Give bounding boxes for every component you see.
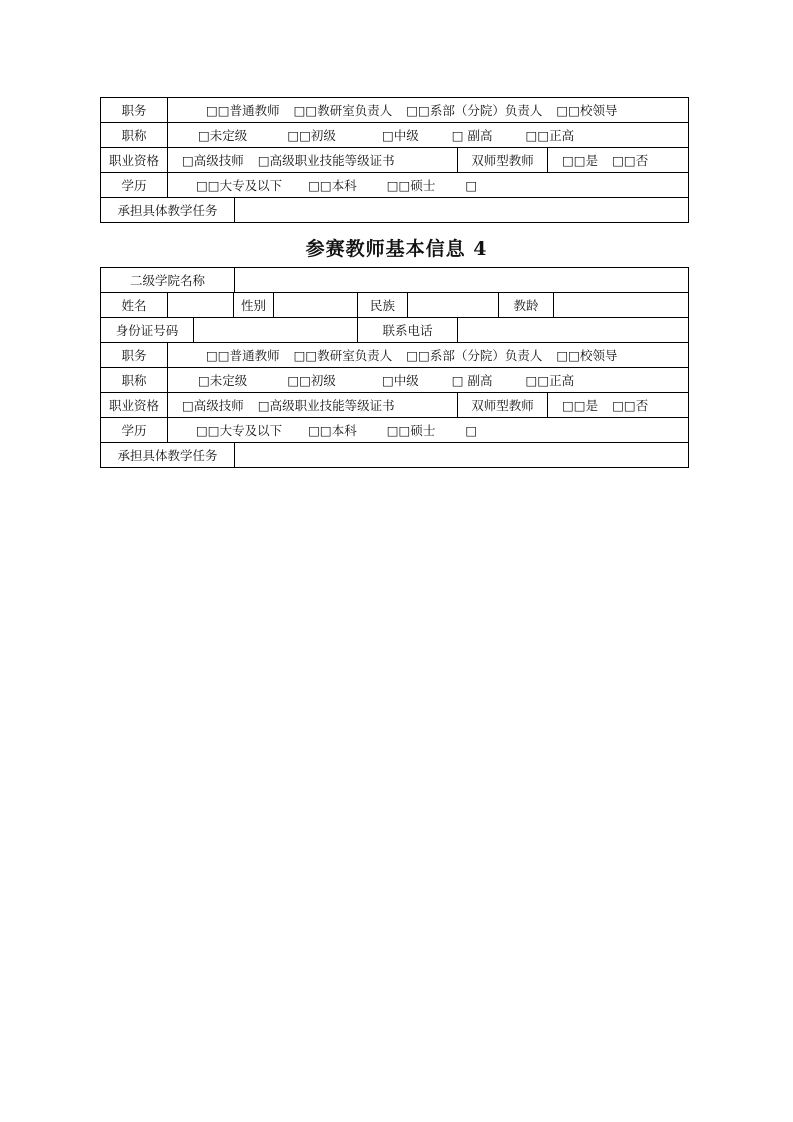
- education-row: [101, 172, 688, 197]
- task-field[interactable]: [234, 443, 688, 467]
- rank-option[interactable]: □□正高: [525, 373, 575, 388]
- rank-options: [167, 123, 688, 147]
- education-option[interactable]: □□本科: [308, 423, 357, 438]
- dual-option[interactable]: □□是: [562, 153, 599, 168]
- education-options: [167, 173, 688, 197]
- qualification-options: [167, 393, 457, 417]
- duty-options: [167, 98, 688, 122]
- rank-label: 职称: [121, 373, 147, 388]
- rank-row: [101, 367, 688, 392]
- education-label: 学历: [121, 423, 147, 438]
- rank-row: [101, 122, 688, 147]
- task-row: [101, 442, 688, 467]
- dual-teacher-label: 双师型教师: [457, 148, 547, 172]
- qualification-options: [167, 148, 457, 172]
- education-option[interactable]: □: [465, 422, 478, 438]
- qualification-option[interactable]: □高级技师: [182, 153, 244, 168]
- task-field[interactable]: [234, 198, 688, 222]
- phone-field[interactable]: [457, 318, 688, 342]
- duty-option[interactable]: □□校领导: [556, 348, 618, 363]
- college-row: [101, 268, 688, 292]
- college-field[interactable]: [234, 268, 688, 292]
- basic-row: [101, 292, 688, 317]
- rank-option[interactable]: □中级: [381, 373, 419, 388]
- task-label: 承担具体教学任务: [117, 203, 218, 218]
- rank-option[interactable]: □未定级: [198, 128, 248, 143]
- qualification-option[interactable]: □高级职业技能等级证书: [257, 398, 395, 413]
- duty-row: [101, 98, 688, 122]
- dual-option[interactable]: □□是: [562, 398, 599, 413]
- age-label: 教龄: [498, 293, 553, 317]
- task-row: [101, 197, 688, 222]
- duty-option[interactable]: □□系部（分院）负责人: [406, 348, 543, 363]
- duty-row: [101, 342, 688, 367]
- age-field[interactable]: [553, 293, 688, 317]
- dual-teacher-label: 双师型教师: [457, 393, 547, 417]
- education-label: 学历: [121, 178, 147, 193]
- section-title: 参赛教师基本信息 4: [305, 238, 488, 260]
- education-option[interactable]: □: [465, 177, 478, 193]
- qualification-option[interactable]: □高级技师: [182, 398, 244, 413]
- duty-option[interactable]: □□教研室负责人: [293, 103, 393, 118]
- dual-option[interactable]: □□否: [612, 153, 649, 168]
- dual-option[interactable]: □□否: [612, 398, 649, 413]
- duty-option[interactable]: □□教研室负责人: [293, 348, 393, 363]
- education-options: [167, 418, 688, 442]
- duty-label: 职务: [121, 348, 147, 363]
- qualification-row: [101, 392, 688, 417]
- teacher-info-table-4: [100, 267, 689, 468]
- gender-label: 性别: [233, 293, 273, 317]
- duty-option[interactable]: □□普通教师: [206, 348, 280, 363]
- rank-options: [167, 368, 688, 392]
- id-row: [101, 317, 688, 342]
- qualification-option[interactable]: □高级职业技能等级证书: [257, 153, 395, 168]
- college-label: 二级学院名称: [129, 273, 205, 288]
- teacher-info-table-3: [100, 97, 689, 223]
- id-label: 身份证号码: [115, 323, 179, 338]
- rank-label: 职称: [121, 128, 147, 143]
- qualification-row: [101, 147, 688, 172]
- phone-label: 联系电话: [357, 318, 457, 342]
- dual-teacher-options: [547, 148, 688, 172]
- education-option[interactable]: □□硕士: [386, 178, 436, 193]
- rank-option[interactable]: □ 副高: [451, 128, 493, 143]
- name-field[interactable]: [167, 293, 233, 317]
- education-option[interactable]: □□本科: [308, 178, 357, 193]
- duty-option[interactable]: □□系部（分院）负责人: [406, 103, 543, 118]
- education-option[interactable]: □□硕士: [386, 423, 436, 438]
- rank-option[interactable]: □未定级: [198, 373, 248, 388]
- ethnicity-field[interactable]: [407, 293, 498, 317]
- rank-option[interactable]: □□初级: [287, 128, 336, 143]
- rank-option[interactable]: □ 副高: [451, 373, 493, 388]
- rank-option[interactable]: □□初级: [287, 373, 336, 388]
- qualification-label: 职业资格: [108, 153, 159, 168]
- ethnicity-label: 民族: [357, 293, 407, 317]
- name-label: 姓名: [121, 298, 147, 313]
- duty-option[interactable]: □□普通教师: [206, 103, 280, 118]
- duty-options: [167, 343, 688, 367]
- education-option[interactable]: □□大专及以下: [196, 423, 283, 438]
- dual-teacher-options: [547, 393, 688, 417]
- duty-label: 职务: [121, 103, 147, 118]
- task-label: 承担具体教学任务: [117, 448, 218, 463]
- duty-option[interactable]: □□校领导: [556, 103, 618, 118]
- gender-field[interactable]: [273, 293, 357, 317]
- id-field[interactable]: [193, 318, 357, 342]
- rank-option[interactable]: □中级: [381, 128, 419, 143]
- education-row: [101, 417, 688, 442]
- qualification-label: 职业资格: [108, 398, 159, 413]
- education-option[interactable]: □□大专及以下: [196, 178, 283, 193]
- rank-option[interactable]: □□正高: [525, 128, 575, 143]
